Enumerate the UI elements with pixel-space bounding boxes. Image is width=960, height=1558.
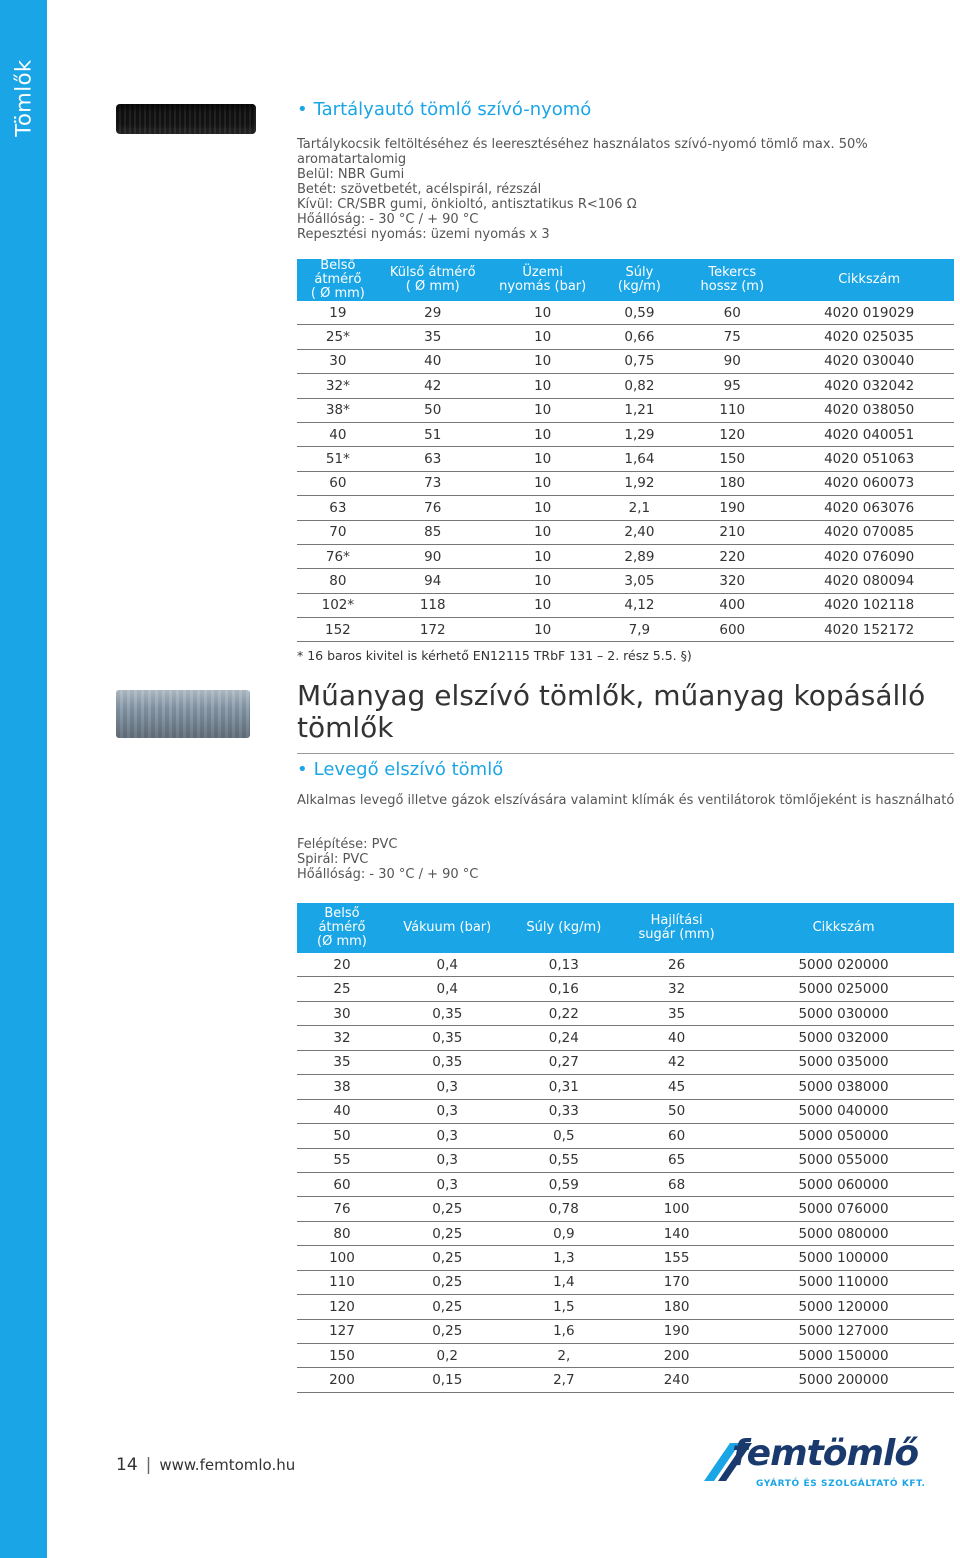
table-cell: 2, [508,1344,621,1368]
table-cell: 102* [297,593,379,617]
table-cell: 70 [297,520,379,544]
table-cell: 19 [297,301,379,325]
table-cell: 100 [620,1197,733,1221]
table-cell: 10 [487,422,599,446]
table-cell: 32 [620,977,733,1001]
table-cell: 76 [297,1197,387,1221]
table-cell: 7,9 [599,618,681,642]
footnote: * 16 baros kivitel is kérhető EN12115 TRbF 131 – 2. rész 5.5. §) [297,648,692,663]
table-cell: 30 [297,1001,387,1025]
table-cell: 32* [297,374,379,398]
table-cell: 5000 032000 [733,1026,954,1050]
table-cell: 1,64 [599,447,681,471]
table-cell: 5000 035000 [733,1050,954,1074]
table-cell: 2,40 [599,520,681,544]
column-header: Súly (kg/m) [508,903,621,953]
table-cell: 5000 127000 [733,1319,954,1343]
table-row [297,1197,954,1221]
table-cell: 5000 110000 [733,1270,954,1294]
section2-description [297,837,478,882]
table-cell: 10 [487,301,599,325]
table-cell: 0,2 [387,1344,508,1368]
table-cell: 38* [297,398,379,422]
table-cell: 4020 040051 [784,422,954,446]
section2-title: • Levegő elszívó tömlő [297,759,504,780]
table-row [297,1075,954,1099]
column-header: Üzemi nyomás (bar) [487,259,599,301]
table-row [297,301,954,325]
table-cell: 0,24 [508,1026,621,1050]
table-row [297,1172,954,1196]
table-cell: 150 [297,1344,387,1368]
table-cell: 0,31 [508,1075,621,1099]
table-cell: 0,25 [387,1270,508,1294]
table-row [297,471,954,495]
table-cell: 5000 060000 [733,1172,954,1196]
table-cell: 190 [620,1319,733,1343]
table-cell: 2,7 [508,1368,621,1392]
table-cell: 5000 200000 [733,1368,954,1392]
table-cell: 0,59 [508,1172,621,1196]
table-cell: 60 [297,471,379,495]
table-row [297,349,954,373]
table-cell: 190 [680,496,784,520]
table-cell: 0,75 [599,349,681,373]
description-line: Repesztési nyomás: üzemi nyomás x 3 [297,227,550,242]
website-link[interactable]: www.femtomlo.hu [159,1456,296,1474]
table-cell: 0,4 [387,977,508,1001]
table-cell: 200 [297,1368,387,1392]
description-line: Belül: NBR Gumi [297,167,405,182]
table-cell: 10 [487,398,599,422]
table-cell: 4020 019029 [784,301,954,325]
table-cell: 1,6 [508,1319,621,1343]
table-cell: 50 [620,1099,733,1123]
table-cell: 220 [680,544,784,568]
table-cell: 1,92 [599,471,681,495]
table-cell: 4020 102118 [784,593,954,617]
table-cell: 20 [297,953,387,977]
column-header: Hajlítási sugár (mm) [620,903,733,953]
table-cell: 63 [379,447,487,471]
table-cell: 180 [620,1295,733,1319]
description-line: Felépítése: PVC [297,837,398,852]
table-cell: 40 [379,349,487,373]
table-cell: 4020 152172 [784,618,954,642]
table-cell: 42 [620,1050,733,1074]
table-cell: 3,05 [599,569,681,593]
table-cell: 0,3 [387,1172,508,1196]
table-row [297,447,954,471]
table-cell: 75 [680,325,784,349]
table-cell: 0,59 [599,301,681,325]
table-cell: 0,25 [387,1221,508,1245]
table-cell: 10 [487,569,599,593]
table-row [297,1001,954,1025]
company-logo [700,1433,940,1497]
table-cell: 0,35 [387,1050,508,1074]
column-header: Súly (kg/m) [599,259,681,301]
table-row [297,1026,954,1050]
main-title: Műanyag elszívó tömlők, műanyag kopásálló tömlők [297,679,926,744]
table-row [297,544,954,568]
table-row [297,1099,954,1123]
column-header: Belső átmérő ( Ø mm) [297,259,379,301]
footer-separator: | [145,1455,152,1475]
table-cell: 60 [620,1124,733,1148]
table-row [297,374,954,398]
table-cell: 5000 076000 [733,1197,954,1221]
table-cell: 4020 051063 [784,447,954,471]
table-cell: 40 [620,1026,733,1050]
table-cell: 150 [680,447,784,471]
table-header-row [297,903,954,953]
table-cell: 40 [297,422,379,446]
table-row [297,1148,954,1172]
table-cell: 320 [680,569,784,593]
table-row [297,569,954,593]
table-cell: 5000 020000 [733,953,954,977]
table-cell: 0,66 [599,325,681,349]
table-cell: 5000 055000 [733,1148,954,1172]
description-line: Kívül: CR/SBR gumi, önkioltó, antisztatikus R<106 Ω [297,197,637,212]
table-cell: 0,16 [508,977,621,1001]
column-header: Tekercs hossz (m) [680,259,784,301]
table-cell: 40 [297,1099,387,1123]
table-cell: 5000 050000 [733,1124,954,1148]
table-row [297,1050,954,1074]
table-cell: 42 [379,374,487,398]
table-cell: 10 [487,520,599,544]
table-cell: 0,3 [387,1124,508,1148]
table-cell: 80 [297,569,379,593]
table-cell: 26 [620,953,733,977]
page-footer [116,1455,295,1475]
table-cell: 1,29 [599,422,681,446]
table-cell: 5000 120000 [733,1295,954,1319]
table-cell: 210 [680,520,784,544]
table-cell: 0,35 [387,1001,508,1025]
table-cell: 0,9 [508,1221,621,1245]
section1-title: • Tartályautó tömlő szívó-nyomó [297,99,592,120]
column-header: Külső átmérő ( Ø mm) [379,259,487,301]
table-cell: 5000 040000 [733,1099,954,1123]
table-cell: 0,3 [387,1148,508,1172]
table-cell: 5000 100000 [733,1246,954,1270]
table-cell: 10 [487,349,599,373]
table-cell: 94 [379,569,487,593]
table-cell: 10 [487,593,599,617]
table-row [297,1246,954,1270]
table-row [297,953,954,977]
table-cell: 5000 150000 [733,1344,954,1368]
table-row [297,1270,954,1294]
table-cell: 90 [680,349,784,373]
table-cell: 2,1 [599,496,681,520]
section1-description [297,137,868,242]
table-cell: 50 [379,398,487,422]
spec-table-1 [297,259,954,642]
table-cell: 10 [487,471,599,495]
grey-hose-image [116,690,250,738]
table-cell: 10 [487,325,599,349]
bullet-icon: • [297,759,308,780]
column-header: Cikkszám [733,903,954,953]
description-line: Tartálykocsik feltöltéséhez és leeresztéséhez használatos szívó-nyomó tömlő max. 50% [297,137,868,152]
table-cell: 4020 038050 [784,398,954,422]
table-cell: 76 [379,496,487,520]
table-cell: 4020 070085 [784,520,954,544]
table-cell: 400 [680,593,784,617]
table-cell: 35 [297,1050,387,1074]
table-cell: 1,21 [599,398,681,422]
table-cell: 50 [297,1124,387,1148]
table-cell: 4020 063076 [784,496,954,520]
table-cell: 0,25 [387,1295,508,1319]
table-cell: 35 [620,1001,733,1025]
table-row [297,1221,954,1245]
table-cell: 0,82 [599,374,681,398]
table-cell: 0,15 [387,1368,508,1392]
description-line: aromatartalomig [297,152,407,167]
table-cell: 25 [297,977,387,1001]
table-cell: 68 [620,1172,733,1196]
table-row [297,618,954,642]
table-row [297,1124,954,1148]
table-header-row [297,259,954,301]
table-cell: 140 [620,1221,733,1245]
table-row [297,422,954,446]
table-row [297,1295,954,1319]
table-cell: 38 [297,1075,387,1099]
table-cell: 45 [620,1075,733,1099]
table-cell: 155 [620,1246,733,1270]
table-cell: 0,3 [387,1099,508,1123]
table-cell: 0,78 [508,1197,621,1221]
table-cell: 10 [487,496,599,520]
black-hose-image [116,104,256,134]
table-cell: 120 [297,1295,387,1319]
table-cell: 152 [297,618,379,642]
description-line: Spirál: PVC [297,852,369,867]
table-cell: 120 [680,422,784,446]
section2-paragraph: Alkalmas levegő illetve gázok elszívására valamint klímák és ventilátorok tömlőjeként is használható [297,793,955,808]
table-cell: 63 [297,496,379,520]
table-row [297,1368,954,1392]
table-row [297,977,954,1001]
table-cell: 0,25 [387,1246,508,1270]
table-cell: 30 [297,349,379,373]
table-cell: 180 [680,471,784,495]
description-line: Hőállóság: - 30 °C / + 90 °C [297,867,479,882]
table-cell: 10 [487,447,599,471]
logo-wordmark: femtömlő [732,1433,919,1474]
side-tab [0,0,47,1558]
table-cell: 80 [297,1221,387,1245]
table-row [297,593,954,617]
table-cell: 200 [620,1344,733,1368]
table-cell: 51* [297,447,379,471]
table-cell: 0,25 [387,1319,508,1343]
table-cell: 95 [680,374,784,398]
table-cell: 0,35 [387,1026,508,1050]
table-cell: 5000 080000 [733,1221,954,1245]
table-row [297,520,954,544]
table-cell: 0,55 [508,1148,621,1172]
table-cell: 60 [680,301,784,325]
table-cell: 110 [680,398,784,422]
table-cell: 4020 080094 [784,569,954,593]
logo-subtitle: GYÁRTÓ ÉS SZOLGÁLTATÓ KFT. [756,1479,926,1489]
table-cell: 172 [379,618,487,642]
table-cell: 85 [379,520,487,544]
title-divider [297,753,954,754]
table-cell: 0,13 [508,953,621,977]
table-cell: 5000 025000 [733,977,954,1001]
table-cell: 29 [379,301,487,325]
table-row [297,1319,954,1343]
side-tab-label: Tömlők [11,58,36,137]
table-cell: 4020 032042 [784,374,954,398]
table-cell: 170 [620,1270,733,1294]
table-cell: 0,3 [387,1075,508,1099]
table-cell: 4020 076090 [784,544,954,568]
table-cell: 90 [379,544,487,568]
spec-table-2 [297,903,954,1393]
table-cell: 60 [297,1172,387,1196]
table-cell: 0,27 [508,1050,621,1074]
table-cell: 0,4 [387,953,508,977]
table-cell: 2,89 [599,544,681,568]
table-cell: 25* [297,325,379,349]
page-number: 14 [116,1455,138,1475]
table-cell: 55 [297,1148,387,1172]
table-cell: 240 [620,1368,733,1392]
table-row [297,1344,954,1368]
description-line: Betét: szövetbetét, acélspirál, rézszál [297,182,542,197]
table-cell: 100 [297,1246,387,1270]
column-header: Cikkszám [784,259,954,301]
column-header: Belső átmérő (Ø mm) [297,903,387,953]
table-cell: 0,25 [387,1197,508,1221]
table-cell: 1,3 [508,1246,621,1270]
column-header: Vákuum (bar) [387,903,508,953]
table-cell: 10 [487,618,599,642]
table-cell: 110 [297,1270,387,1294]
table-cell: 10 [487,544,599,568]
table-row [297,325,954,349]
table-cell: 4,12 [599,593,681,617]
table-cell: 5000 030000 [733,1001,954,1025]
table-row [297,496,954,520]
table-cell: 76* [297,544,379,568]
table-cell: 4020 025035 [784,325,954,349]
table-cell: 51 [379,422,487,446]
description-line: Hőállóság: - 30 °C / + 90 °C [297,212,479,227]
table-cell: 5000 038000 [733,1075,954,1099]
table-cell: 4020 060073 [784,471,954,495]
table-cell: 1,5 [508,1295,621,1319]
table-cell: 65 [620,1148,733,1172]
table-cell: 35 [379,325,487,349]
table-cell: 0,33 [508,1099,621,1123]
table-row [297,398,954,422]
table-cell: 32 [297,1026,387,1050]
table-cell: 118 [379,593,487,617]
table-cell: 4020 030040 [784,349,954,373]
bullet-icon: • [297,99,308,120]
table-cell: 0,5 [508,1124,621,1148]
table-cell: 1,4 [508,1270,621,1294]
table-cell: 600 [680,618,784,642]
table-cell: 127 [297,1319,387,1343]
table-cell: 0,22 [508,1001,621,1025]
table-cell: 73 [379,471,487,495]
table-cell: 10 [487,374,599,398]
